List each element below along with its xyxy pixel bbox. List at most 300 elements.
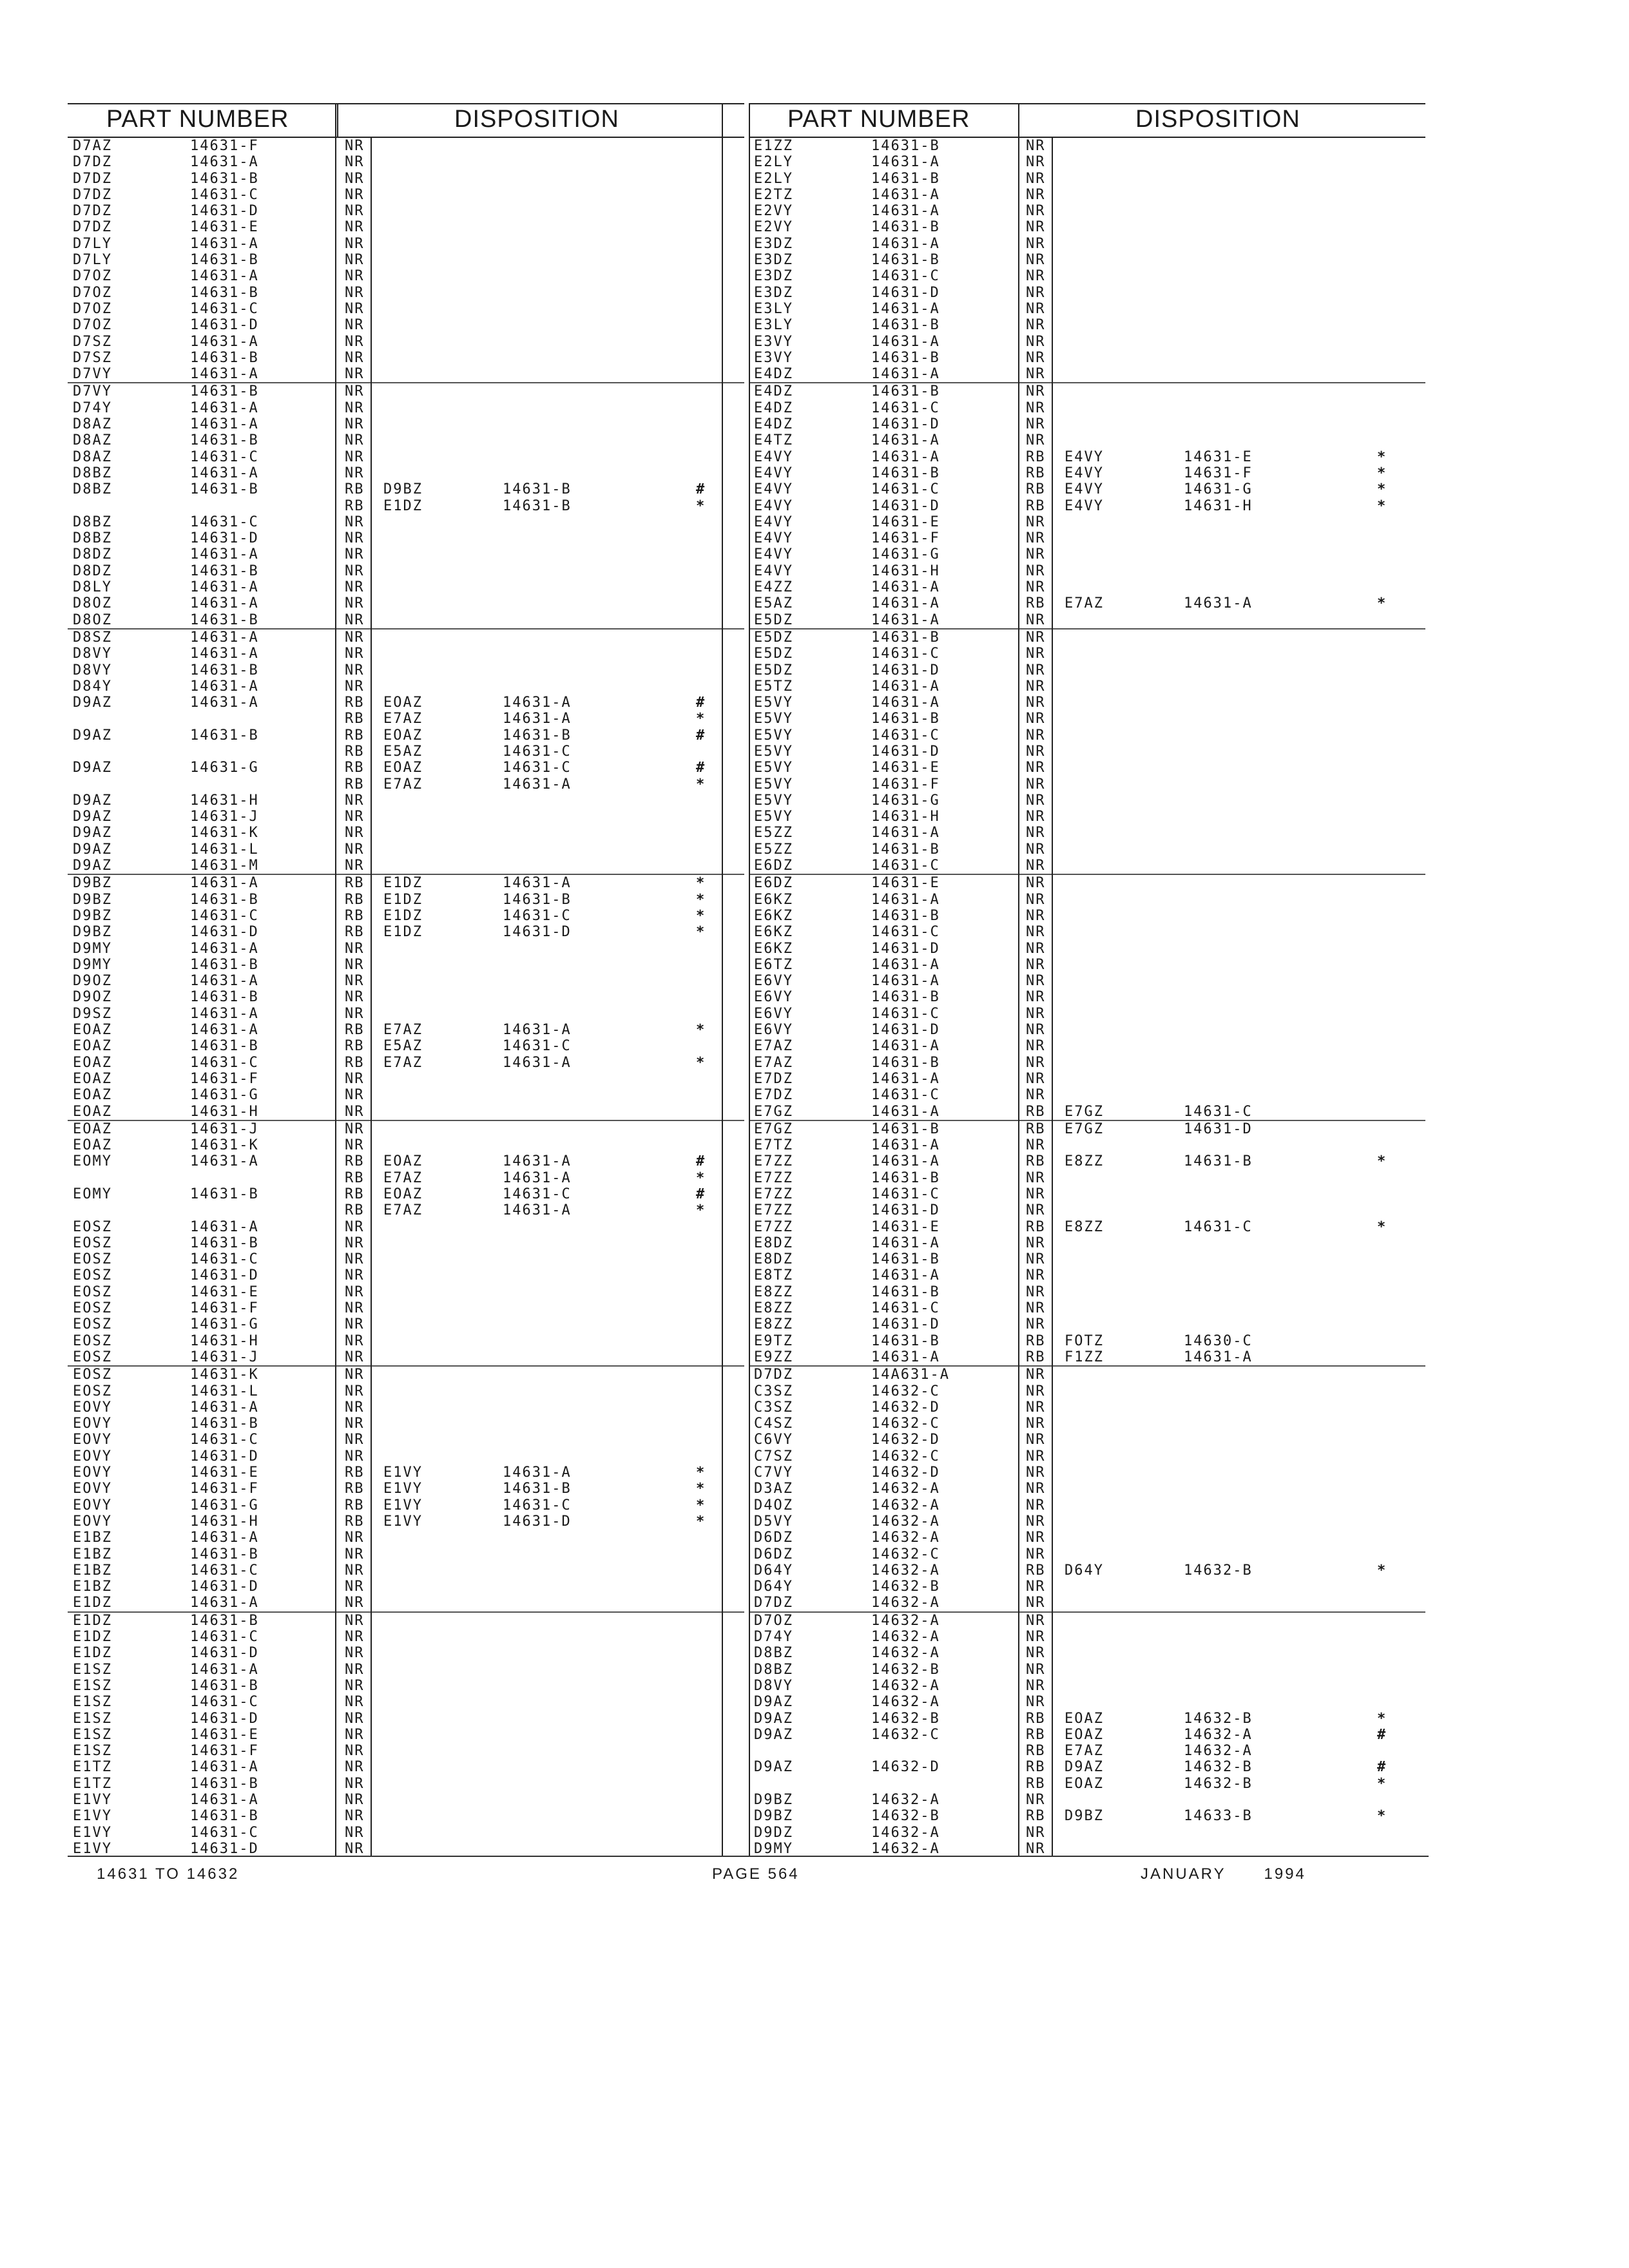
part-number: 14632-C	[871, 1726, 940, 1743]
table-row	[749, 1808, 1425, 1824]
part-prefix: D8VY	[73, 646, 112, 662]
disposition-code: NR	[345, 989, 365, 1006]
part-number: 14631-F	[190, 1481, 259, 1497]
part-prefix: E4VY	[754, 448, 793, 465]
part-prefix: EOAZ	[73, 1087, 112, 1104]
table-row	[749, 695, 1425, 711]
table-row	[749, 989, 1425, 1005]
part-prefix: E6TZ	[754, 956, 793, 973]
part-number: 14631-B	[190, 611, 259, 628]
replacement-prefix: E7AZ	[383, 1202, 423, 1219]
part-prefix: D8BZ	[754, 1661, 793, 1678]
replacement-number: 14631-A	[503, 711, 572, 727]
table-row	[68, 187, 744, 203]
table-row	[749, 1022, 1425, 1038]
note-mark: #	[696, 727, 706, 744]
part-prefix: E5VY	[754, 776, 793, 793]
part-prefix: E1BZ	[73, 1562, 112, 1579]
table-row	[749, 219, 1425, 235]
part-number: 14631-K	[190, 825, 259, 841]
part-number: 14632-A	[871, 1629, 940, 1646]
table-row	[749, 1399, 1425, 1416]
disposition-code: NR	[1026, 383, 1046, 400]
table-row	[68, 383, 744, 399]
part-prefix: E5ZZ	[754, 841, 793, 858]
table-row	[68, 989, 744, 1005]
part-prefix: D8DZ	[73, 562, 112, 579]
part-prefix: D9MY	[73, 940, 112, 957]
part-prefix: E5VY	[754, 711, 793, 727]
disposition-code: NR	[1026, 1465, 1046, 1481]
part-prefix: C7VY	[754, 1465, 793, 1481]
part-number: 14631-B	[871, 629, 940, 646]
part-number: 14631-F	[871, 530, 940, 547]
table-row	[749, 1121, 1425, 1137]
replacement-prefix: E7AZ	[383, 1169, 423, 1186]
replacement-prefix: E1DZ	[383, 891, 423, 908]
replacement-number: 14631-A	[503, 1022, 572, 1039]
replacement-prefix: E4VY	[1065, 497, 1104, 514]
part-prefix: E7DZ	[754, 1087, 793, 1104]
table-row	[749, 1038, 1425, 1054]
replacement-prefix: E1DZ	[383, 497, 423, 514]
part-prefix: D3AZ	[754, 1481, 793, 1497]
part-number: 14631-C	[871, 727, 940, 744]
part-prefix: D7LY	[73, 252, 112, 269]
part-prefix: D7DZ	[73, 219, 112, 236]
table-row	[749, 1727, 1425, 1743]
replacement-number: 14631-A	[503, 1169, 572, 1186]
part-number: 14631-B	[871, 1120, 940, 1137]
disposition-code: NR	[1026, 432, 1046, 449]
disposition-code: NR	[1026, 662, 1046, 678]
replacement-number: 14631-B	[503, 727, 572, 744]
disposition-code: NR	[345, 1808, 365, 1825]
part-prefix: D9OZ	[73, 989, 112, 1006]
part-prefix: E1VY	[73, 1824, 112, 1841]
part-prefix: E8DZ	[754, 1235, 793, 1251]
disposition-code: NR	[345, 448, 365, 465]
disposition-code: NR	[345, 1367, 365, 1383]
part-number: 14631-A	[871, 1235, 940, 1251]
part-number: 14631-A	[871, 695, 940, 711]
table-row	[749, 612, 1425, 629]
part-number: 14631-E	[190, 219, 259, 236]
part-number: 14631-A	[190, 595, 259, 612]
part-number: 14631-A	[871, 1103, 940, 1120]
note-mark: *	[696, 1169, 706, 1186]
part-number: 14631-A	[190, 695, 259, 711]
disposition-code: NR	[345, 1251, 365, 1268]
part-number: 14632-A	[871, 1530, 940, 1546]
note-mark: #	[696, 695, 706, 711]
footer-page	[712, 1865, 800, 1883]
replacement-number: 14631-B	[503, 1481, 572, 1497]
table-row	[749, 924, 1425, 940]
part-number: 14631-D	[871, 416, 940, 433]
note-mark: #	[696, 481, 706, 498]
table-row	[749, 1367, 1425, 1383]
table-row	[749, 465, 1425, 481]
table-row	[749, 744, 1425, 760]
note-mark: *	[1377, 465, 1387, 481]
table-row	[68, 1121, 744, 1137]
part-prefix: D8BZ	[73, 481, 112, 498]
part-number: 14632-A	[871, 1840, 940, 1857]
part-prefix: EOAZ	[73, 1038, 112, 1055]
part-number: 14631-H	[190, 1103, 259, 1120]
part-number: 14631-A	[190, 235, 259, 252]
disposition-code: NR	[1026, 186, 1046, 203]
disposition-code: NR	[345, 1416, 365, 1432]
disposition-code: NR	[1026, 546, 1046, 563]
part-prefix: E7AZ	[754, 1038, 793, 1055]
table-row	[68, 875, 744, 891]
part-number: 14631-A	[871, 366, 940, 383]
replacement-number: 14632-A	[1184, 1743, 1253, 1760]
part-number: 14631-A	[190, 268, 259, 285]
part-prefix: E3VY	[754, 349, 793, 366]
replacement-number: 14632-B	[1184, 1710, 1253, 1727]
table-row	[68, 1219, 744, 1235]
part-prefix: E8ZZ	[754, 1300, 793, 1317]
replacement-prefix: EOAZ	[1065, 1775, 1104, 1792]
disposition-code: NR	[345, 1677, 365, 1694]
part-number: 14631-B	[190, 1235, 259, 1251]
part-prefix: E1SZ	[73, 1694, 112, 1711]
part-number: 14632-B	[871, 1808, 940, 1825]
replacement-prefix: EOAZ	[383, 695, 423, 711]
disposition-code: NR	[345, 170, 365, 187]
disposition-code: NR	[345, 579, 365, 596]
part-prefix: E6VY	[754, 973, 793, 990]
note-mark: *	[696, 711, 706, 727]
disposition-code: NR	[1026, 875, 1046, 892]
table-row	[749, 400, 1425, 416]
table-row	[68, 793, 744, 809]
replacement-prefix: E1DZ	[383, 875, 423, 892]
part-number: 14631-L	[190, 1383, 259, 1399]
table-row	[68, 285, 744, 301]
table-row	[68, 1284, 744, 1300]
part-number: 14631-G	[871, 546, 940, 563]
disposition-code: NR	[345, 349, 365, 366]
part-number: 14631-C	[871, 1087, 940, 1104]
part-prefix: E5AZ	[754, 595, 793, 612]
replacement-prefix: EOAZ	[383, 760, 423, 776]
disposition-code: NR	[345, 973, 365, 990]
part-prefix: D8BZ	[73, 530, 112, 547]
disposition-code: NR	[345, 809, 365, 825]
replacement-number: 14633-B	[1184, 1808, 1253, 1825]
disposition-code: NR	[1026, 349, 1046, 366]
part-prefix: D7LY	[73, 235, 112, 252]
disposition-code: RB	[345, 1497, 365, 1514]
note-mark: *	[696, 1465, 706, 1481]
part-number: 14631-J	[190, 809, 259, 825]
part-prefix: D8VY	[73, 662, 112, 678]
table-row	[68, 579, 744, 595]
table-row	[68, 612, 744, 629]
table-row	[749, 1202, 1425, 1218]
note-mark: #	[1377, 1759, 1387, 1776]
part-prefix: D9BZ	[754, 1808, 793, 1825]
disposition-code: NR	[1026, 1038, 1046, 1055]
disposition-code: RB	[1026, 595, 1046, 612]
disposition-code: NR	[1026, 1595, 1046, 1611]
table-row	[68, 662, 744, 678]
replacement-number: 14631-A	[503, 776, 572, 793]
disposition-code: NR	[345, 1399, 365, 1416]
table-row	[749, 1071, 1425, 1087]
part-number: 14631-B	[871, 252, 940, 269]
part-prefix: D8BZ	[73, 465, 112, 481]
bottom-rule	[68, 1856, 1429, 1857]
part-number: 14631-A	[190, 1661, 259, 1678]
part-prefix: E6KZ	[754, 907, 793, 924]
table-row	[68, 711, 744, 727]
disposition-code: NR	[345, 662, 365, 678]
part-prefix: EOAZ	[73, 1054, 112, 1071]
note-mark: *	[1377, 1808, 1387, 1825]
disposition-code: NR	[1026, 1022, 1046, 1039]
table-row	[749, 1694, 1425, 1710]
disposition-code: NR	[345, 1383, 365, 1399]
table-row	[68, 1333, 744, 1349]
part-prefix: EOVY	[73, 1497, 112, 1514]
table-row	[68, 317, 744, 333]
table-row	[68, 1006, 744, 1022]
part-number: 14631-F	[871, 776, 940, 793]
part-prefix: C3SZ	[754, 1399, 793, 1416]
table-row	[749, 154, 1425, 170]
part-prefix: EOSZ	[73, 1332, 112, 1349]
part-prefix: C6VY	[754, 1432, 793, 1448]
table-row	[68, 1841, 744, 1857]
table-row	[68, 563, 744, 579]
part-number: 14631-B	[190, 349, 259, 366]
part-prefix: E2VY	[754, 203, 793, 220]
replacement-prefix: E8ZZ	[1065, 1153, 1104, 1170]
disposition-code: NR	[345, 1710, 365, 1727]
replacement-prefix: E1VY	[383, 1481, 423, 1497]
disposition-code: NR	[345, 678, 365, 695]
table-row	[749, 1514, 1425, 1530]
part-prefix: E5VY	[754, 727, 793, 744]
table-row	[68, 1694, 744, 1710]
replacement-number: 14631-A	[503, 695, 572, 711]
replacement-number: 14631-E	[1184, 448, 1253, 465]
disposition-code: NR	[1026, 1579, 1046, 1595]
column-rule	[749, 103, 750, 1856]
table-row	[749, 1613, 1425, 1629]
table-row	[68, 1514, 744, 1530]
part-prefix: E3LY	[754, 317, 793, 334]
part-prefix: D4OZ	[754, 1497, 793, 1514]
part-number: 14631-A	[871, 186, 940, 203]
note-mark: *	[696, 1202, 706, 1219]
part-prefix: EOAZ	[73, 1022, 112, 1039]
part-number: 14631-A	[871, 1070, 940, 1087]
table-row	[749, 383, 1425, 399]
part-number: 14631-C	[871, 399, 940, 416]
part-number: 14631-C	[190, 1694, 259, 1711]
table-row	[749, 1284, 1425, 1300]
part-number: 14631-J	[190, 1349, 259, 1365]
table-row	[68, 727, 744, 744]
disposition-code: NR	[345, 1448, 365, 1465]
replacement-prefix: EOAZ	[383, 1153, 423, 1170]
part-number: 14631-B	[190, 727, 259, 744]
part-number: 14631-A	[871, 825, 940, 841]
replacement-prefix: E7GZ	[1065, 1103, 1104, 1120]
disposition-code: RB	[1026, 1218, 1046, 1235]
disposition-code: NR	[345, 1759, 365, 1776]
disposition-code: NR	[1026, 678, 1046, 695]
part-prefix: E7AZ	[754, 1054, 793, 1071]
page-number: 564	[767, 1865, 800, 1883]
part-prefix: EOAZ	[73, 1103, 112, 1120]
table-row	[68, 1613, 744, 1629]
column-rule	[371, 137, 372, 1856]
part-number: 14631-A	[190, 1022, 259, 1039]
disposition-code: NR	[345, 1694, 365, 1711]
part-prefix: D84Y	[73, 678, 112, 695]
disposition-code: NR	[345, 333, 365, 350]
disposition-code: RB	[345, 1054, 365, 1071]
part-prefix: E1DZ	[73, 1645, 112, 1662]
table-row	[68, 1170, 744, 1186]
part-number: 14631-F	[190, 1743, 259, 1760]
range-to: 14632	[186, 1865, 240, 1883]
part-number: 14631-B	[190, 383, 259, 400]
part-number: 14631-A	[190, 416, 259, 433]
part-number: 14632-C	[871, 1546, 940, 1562]
part-number: 14632-A	[871, 1513, 940, 1530]
part-number: 14631-D	[190, 203, 259, 220]
part-prefix: D8BZ	[754, 1645, 793, 1662]
part-prefix: E4TZ	[754, 432, 793, 449]
part-prefix: E4ZZ	[754, 579, 793, 596]
part-prefix: D7DZ	[73, 186, 112, 203]
disposition-heading: DISPOSITION	[1135, 106, 1300, 133]
disposition-code: NR	[345, 1629, 365, 1646]
part-prefix: EOSZ	[73, 1349, 112, 1365]
part-number: 14631-D	[190, 317, 259, 334]
disposition-code: NR	[1026, 1202, 1046, 1219]
disposition-code: NR	[1026, 399, 1046, 416]
part-number: 14631-C	[190, 1629, 259, 1646]
table-row	[749, 1087, 1425, 1103]
part-prefix: E4DZ	[754, 383, 793, 400]
part-number: 14631-A	[871, 203, 940, 220]
part-prefix: EOVY	[73, 1448, 112, 1465]
disposition-code: NR	[1026, 1087, 1046, 1104]
table-row	[749, 595, 1425, 611]
replacement-number: 14632-B	[1184, 1562, 1253, 1579]
disposition-code: NR	[1026, 300, 1046, 317]
part-number: 14631-E	[871, 875, 940, 892]
table-row	[68, 514, 744, 530]
part-prefix: E1BZ	[73, 1530, 112, 1546]
disposition-code: NR	[1026, 1546, 1046, 1562]
disposition-code: NR	[345, 1645, 365, 1662]
part-number: 14632-B	[871, 1710, 940, 1727]
range-from: 14631	[97, 1865, 149, 1883]
part-number-heading: PART NUMBER	[787, 106, 970, 133]
table-row	[749, 1792, 1425, 1808]
disposition-code: NR	[1026, 1169, 1046, 1186]
part-number: 14631-B	[871, 465, 940, 481]
disposition-heading: DISPOSITION	[454, 106, 619, 133]
disposition-code: RB	[1026, 1808, 1046, 1825]
disposition-code: NR	[1026, 1251, 1046, 1268]
part-number: 14631-E	[871, 760, 940, 776]
part-prefix: E2LY	[754, 154, 793, 171]
disposition-code: NR	[345, 1087, 365, 1104]
disposition-code: NR	[345, 1726, 365, 1743]
table-row	[749, 432, 1425, 448]
disposition-code: NR	[345, 138, 365, 154]
part-number: 14631-J	[190, 1120, 259, 1137]
disposition-code: NR	[345, 546, 365, 563]
table-row	[749, 449, 1425, 465]
disposition-code: RB	[1026, 1759, 1046, 1776]
replacement-prefix: E4VY	[1065, 481, 1104, 498]
part-prefix: EOVY	[73, 1481, 112, 1497]
table-row	[749, 416, 1425, 432]
part-number: 14631-C	[871, 1005, 940, 1022]
table-row	[749, 1497, 1425, 1514]
disposition-code: NR	[345, 366, 365, 383]
replacement-number: 14631-D	[503, 1513, 572, 1530]
disposition-code: NR	[345, 530, 365, 547]
table-row	[749, 875, 1425, 891]
part-prefix: D8VY	[754, 1677, 793, 1694]
table-row	[68, 498, 744, 514]
part-number: 14631-G	[190, 1087, 259, 1104]
disposition-code: NR	[345, 825, 365, 841]
part-prefix: EOVY	[73, 1399, 112, 1416]
table-row	[749, 858, 1425, 875]
table-row	[68, 1367, 744, 1383]
note-mark: *	[696, 891, 706, 908]
part-number: 14631-A	[190, 973, 259, 990]
table-row	[68, 908, 744, 924]
part-number: 14631-A	[871, 432, 940, 449]
part-number: 14631-C	[871, 924, 940, 941]
left-rows	[68, 138, 744, 1857]
table-row	[749, 1006, 1425, 1022]
part-prefix: D9MY	[73, 956, 112, 973]
part-prefix: E7ZZ	[754, 1186, 793, 1202]
part-number-heading: PART NUMBER	[106, 106, 289, 133]
table-row	[68, 1235, 744, 1251]
part-prefix: EOSZ	[73, 1267, 112, 1284]
disposition-code: RB	[1026, 448, 1046, 465]
part-prefix: D8AZ	[73, 448, 112, 465]
part-prefix: E7ZZ	[754, 1202, 793, 1219]
part-number: 14631-C	[190, 186, 259, 203]
table-row	[749, 941, 1425, 957]
part-number: 14631-B	[871, 907, 940, 924]
note-mark: *	[696, 907, 706, 924]
disposition-code: NR	[1026, 841, 1046, 858]
table-row	[749, 1267, 1425, 1283]
part-number: 14631-A	[871, 300, 940, 317]
replacement-prefix: D64Y	[1065, 1562, 1104, 1579]
disposition-code: NR	[345, 465, 365, 481]
